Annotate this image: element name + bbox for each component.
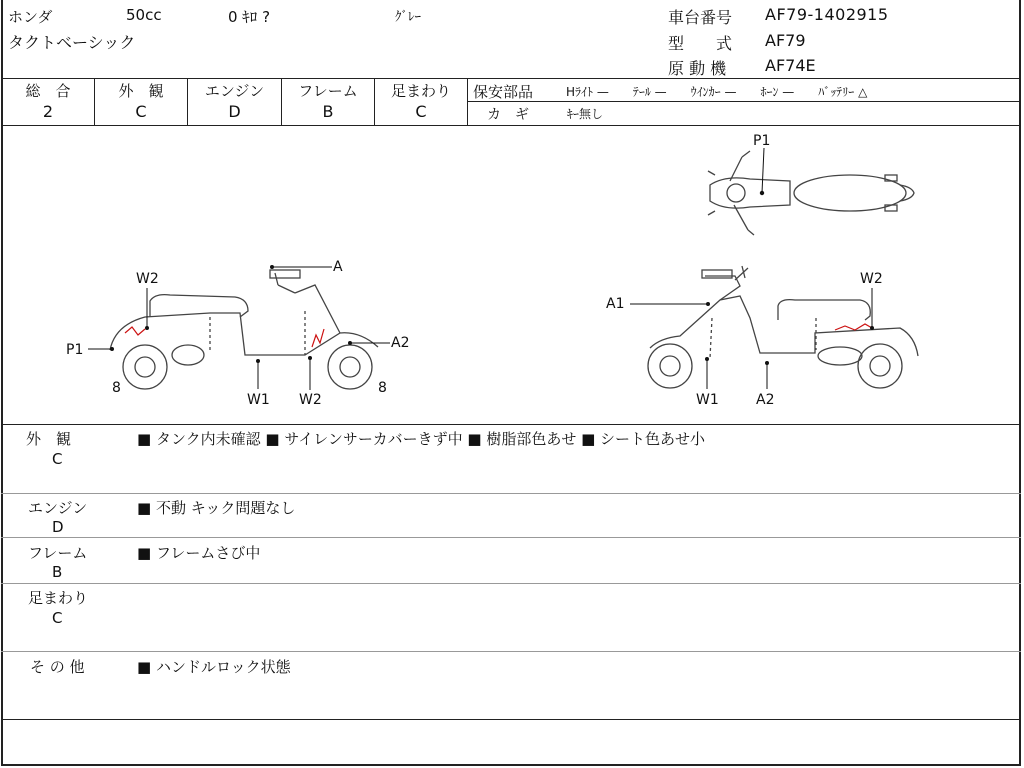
safety-parts-items: Hﾗｲﾄ — ﾃｰﾙ — ｳｲﾝｶｰ — ﾎｰﾝ — ﾊﾞｯﾃﾘｰ △ (566, 85, 868, 99)
grade-value-exterior: C (135, 102, 147, 121)
section-text-other: ■ ハンドルロック状態 (137, 658, 291, 676)
model-name: タクトベーシック (8, 33, 136, 52)
divider (1, 493, 1021, 494)
engine-label: 原 動 機 (668, 59, 727, 78)
grade-label-engine: エンジン (204, 82, 265, 100)
leader-line (253, 357, 263, 391)
divider (467, 78, 468, 125)
leader-line (268, 262, 334, 272)
section-label-engine: エンジン (28, 499, 88, 517)
grade-value-frame: B (322, 102, 334, 121)
section-label-suspension: 足まわり (28, 589, 89, 607)
leader-line (346, 338, 392, 348)
label-8-left: 8 (112, 380, 121, 396)
label-w2-left-bottom: W2 (299, 392, 322, 408)
section-grade-engine: D (52, 518, 64, 536)
frame-no: AF79-1402915 (765, 5, 889, 24)
leader-line (866, 288, 878, 332)
divider (1, 424, 1021, 425)
type-label: 型 式 (668, 34, 733, 53)
section-label-exterior: 外 観 (26, 430, 72, 448)
label-p1-left: P1 (66, 342, 84, 358)
divider (1, 78, 1021, 79)
divider (1, 125, 1021, 126)
section-text-exterior: ■ タンク内未確認 ■ サイレンサーカバーきず中 ■ 樹脂部色あせ ■ シート色あせ小 (137, 430, 706, 448)
section-text-engine: ■ 不動 キック問題なし (137, 499, 296, 517)
label-w1-left: W1 (247, 392, 270, 408)
section-label-other: そ の 他 (30, 658, 85, 676)
section-text-frame: ■ フレームさび中 (137, 544, 261, 562)
engine-value: AF74E (765, 56, 816, 75)
maker: ホンダ (8, 8, 53, 26)
section-grade-frame: B (52, 563, 63, 581)
label-p1-top: P1 (753, 133, 771, 149)
divider (468, 101, 1021, 102)
grade-label-suspension: 足まわり (390, 82, 451, 100)
body-color: ｸﾞﾚｰ (395, 10, 421, 25)
grade-value-overall: 2 (42, 102, 54, 121)
label-8-right: 8 (378, 380, 387, 396)
leader-line (305, 354, 315, 392)
grade-label-overall: 総 合 (25, 82, 71, 100)
label-a2-right: A2 (756, 392, 775, 408)
leader-line (142, 288, 152, 332)
frame-no-label: 車台番号 (668, 8, 733, 27)
leader-line (630, 299, 712, 309)
label-a1-right: A1 (606, 296, 625, 312)
divider (1, 651, 1021, 652)
grade-label-exterior: 外 観 (118, 82, 164, 100)
key-value: ｷｰ無し (567, 107, 604, 121)
grade-label-frame: フレーム (298, 82, 358, 100)
leader-line (762, 359, 772, 391)
safety-parts-label: 保安部品 (473, 83, 534, 101)
label-a2-left: A2 (391, 335, 410, 351)
divider (1, 719, 1021, 720)
key-label: カ ギ (487, 107, 529, 123)
grade-value-engine: D (228, 102, 241, 121)
mileage: 0 ｷﾛ ? (228, 8, 271, 26)
section-grade-suspension: C (52, 609, 63, 627)
section-label-frame: フレーム (28, 544, 88, 562)
label-a-handle: A (333, 259, 343, 275)
label-w1-right: W1 (696, 392, 719, 408)
leader-line (88, 344, 118, 354)
leader-line (702, 355, 712, 391)
section-grade-exterior: C (52, 450, 63, 468)
grade-value-suspension: C (415, 102, 427, 121)
divider (1, 537, 1021, 538)
label-w2-left: W2 (136, 271, 159, 287)
leader-line (750, 148, 770, 196)
scooter-top-view (690, 145, 930, 240)
type-value: AF79 (765, 31, 806, 50)
scooter-right-view (630, 258, 930, 393)
displacement: 50cc (126, 6, 162, 24)
divider (1, 583, 1021, 584)
label-w2-right: W2 (860, 271, 883, 287)
